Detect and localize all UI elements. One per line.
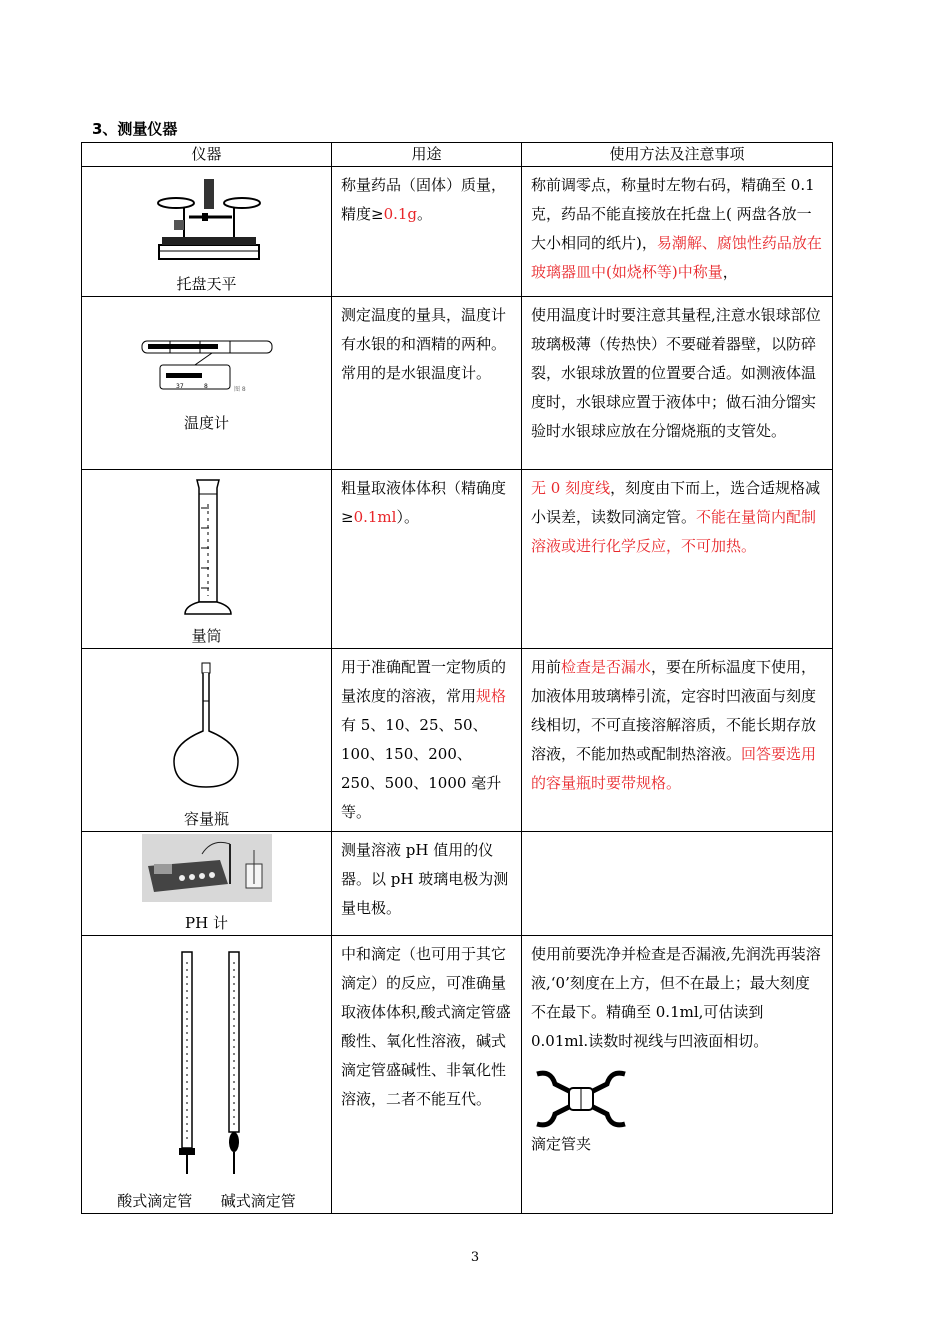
page-number: 3: [470, 1250, 480, 1265]
instrument-cell: [82, 167, 332, 297]
instrument-table: [81, 142, 833, 1214]
balance-scale-icon: [154, 175, 264, 265]
clamp-label: 滴定管夹: [531, 1135, 592, 1153]
thermometer-icon: [140, 333, 280, 397]
instrument-cell: [82, 832, 332, 936]
instrument-cell: [82, 470, 332, 649]
svg-text:37: 37: [176, 383, 184, 390]
instrument-name: 温度计: [183, 414, 229, 432]
use-cell: 测定温度的量具，温度计有水银的和酒精的两种。常用的是水银温度计。: [332, 297, 522, 470]
header-use: 用途: [332, 143, 522, 167]
notes-cell: 用前检查是否漏水，要在所标温度下使用，加液体用玻璃棒引流，定容时凹液面与刻度线相切，不可直接溶解溶质，不能长期存放溶液，不能加热或配制热溶液。回答要选用的容量瓶时要带规格。: [522, 649, 833, 832]
graduated-cylinder-icon: [179, 474, 239, 624]
use-cell: 称量药品（固体）质量，精度≥0.1g。: [332, 167, 522, 297]
instrument-cell: [82, 297, 332, 470]
ph-meter-icon: [142, 834, 272, 902]
instrument-name: 酸式滴定管 碱式滴定管: [117, 1192, 296, 1210]
table-row: [82, 649, 833, 832]
notes-cell: 无 0 刻度线，刻度由下而上，选合适规格减小误差，读数同滴定管。不能在量筒内配制溶液或进行化学反应，不可加热。: [522, 470, 833, 649]
use-cell: 用于准确配置一定物质的量浓度的溶液，常用规格有 5、10、25、50、100、150、200、250、500、1000 毫升等。: [332, 649, 522, 832]
table-row: [82, 470, 833, 649]
instrument-cell: [82, 649, 332, 832]
notes-cell: 使用前要洗净并检查是否漏液,先润洗再装溶液,‘0’刻度在上方，但不在最上；最大刻度不在最下。精确至 0.1ml,可估读到 0.01ml.读数时视线与凹液面相切。 滴定管夹: [522, 936, 833, 1214]
instrument-name: 托盘天平: [176, 275, 237, 293]
table-row: [82, 832, 833, 936]
table-header-row: [82, 143, 833, 167]
burette-clamp-icon: [531, 1068, 631, 1130]
svg-text:图 8: 图 8: [234, 386, 246, 393]
notes-cell: 称前调零点，称量时左物右码，精确至 0.1 克，药品不能直接放在托盘上( 两盘各放一大小相同的纸片)，易潮解、腐蚀性药品放在玻璃器皿中(如烧杯等)中称量，: [522, 167, 833, 297]
table-row: [82, 936, 833, 1214]
notes-cell: [522, 832, 833, 936]
table-row: [82, 297, 833, 470]
use-cell: 中和滴定（也可用于其它滴定）的反应，可准确量取液体体积,酸式滴定管盛酸性、氧化性溶液，碱式滴定管盛碱性、非氧化性溶液，二者不能互代。: [332, 936, 522, 1214]
instrument-name: 量筒: [191, 627, 222, 645]
svg-text:8: 8: [204, 383, 208, 390]
use-cell: 粗量取液体体积（精确度≥0.1ml）。: [332, 470, 522, 649]
section-title: 3、测量仪器: [92, 120, 178, 138]
instrument-cell: [82, 936, 332, 1214]
instrument-name: 容量瓶: [183, 810, 229, 828]
instrument-name: PH 计: [185, 914, 228, 932]
header-notes: 使用方法及注意事项: [522, 143, 833, 167]
burette-icon: [167, 948, 257, 1178]
use-cell: 测量溶液 pH 值用的仪器。以 pH 玻璃电极为测量电极。: [332, 832, 522, 936]
header-instrument: 仪器: [82, 143, 332, 167]
volumetric-flask-icon: [172, 661, 242, 791]
table-row: [82, 167, 833, 297]
notes-cell: 使用温度计时要注意其量程,注意水银球部位玻璃极薄（传热快）不要碰着器壁，以防碎裂，水银球放置的位置要合适。如测液体温度时，水银球应置于液体中；做石油分馏实验时水银球应放在分馏烧瓶的支管处。: [522, 297, 833, 470]
